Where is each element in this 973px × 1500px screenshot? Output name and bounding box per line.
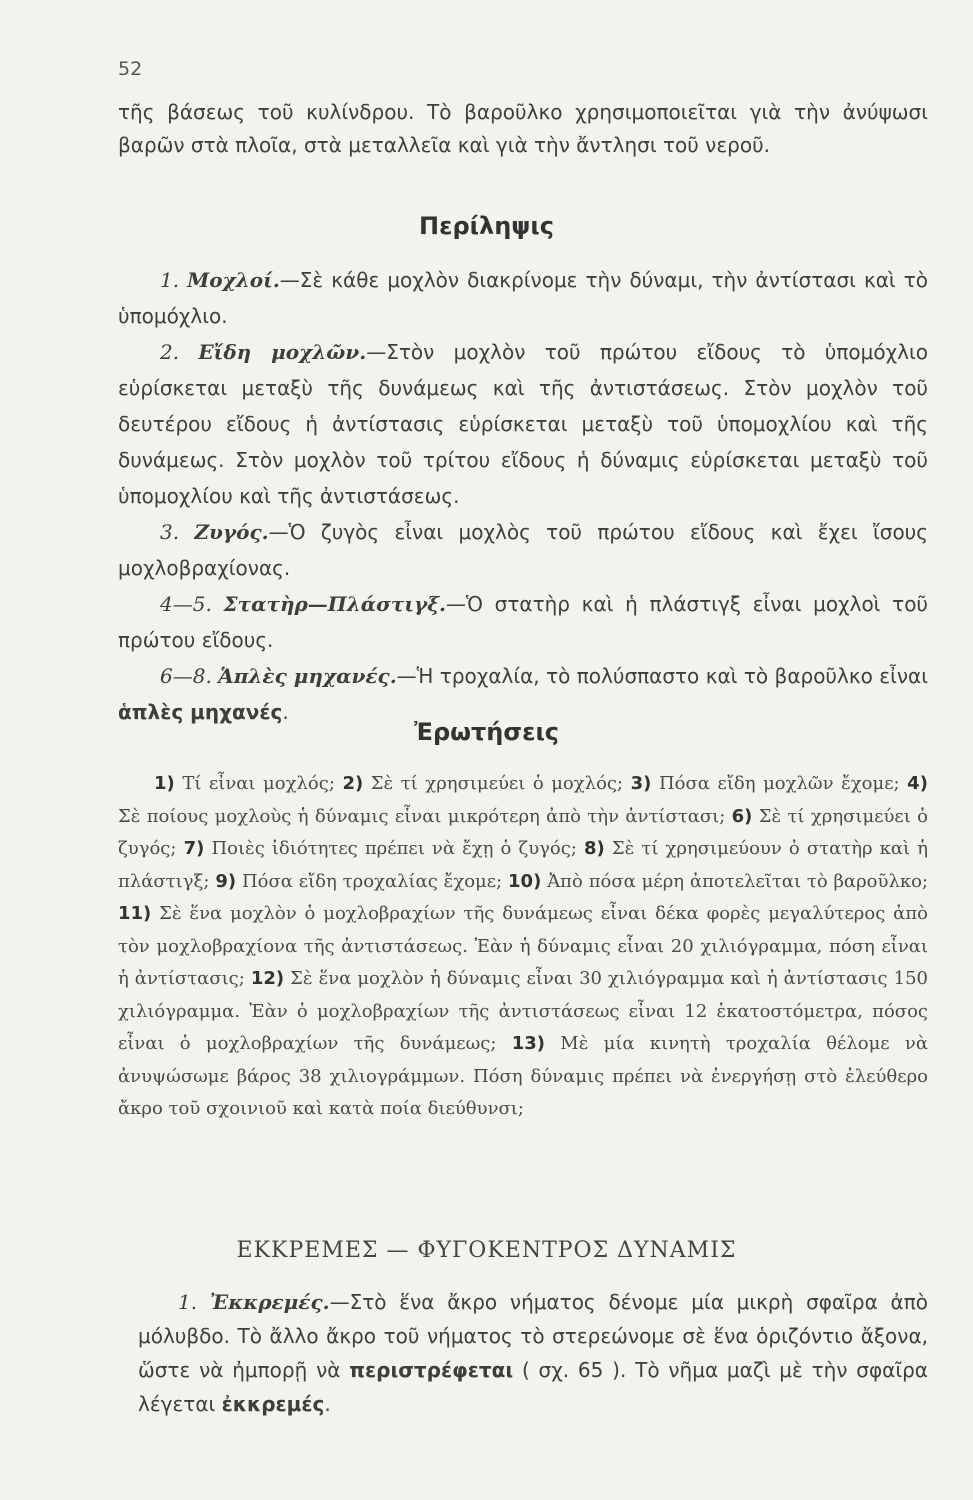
summary-list [118, 262, 928, 730]
summary-item: 1. Μοχλοί.—Σὲ κάθε μοχλὸν διακρίνομε τὴν δύναμι, τὴν ἀντίστασι καὶ τὸ ὑπομόχλιο. [118, 268, 929, 328]
intro-paragraph: τῆς βάσεως τοῦ κυλίνδρου. Τὸ βαροῦλκο χρησιμοποιεῖται γιὰ τὴν ἀνύψωσι βαρῶν στὰ πλοῖα, στὰ μεταλλεῖα καὶ γιὰ τὴν ἄντλησι τοῦ νεροῦ. [118, 100, 928, 157]
summary-heading: Περίληψις [419, 212, 554, 240]
questions-heading: Ἐρωτήσεις [413, 718, 560, 746]
page-number: 52 [118, 58, 143, 80]
questions-block [118, 768, 928, 1126]
chapter-section-term: Ἐκκρεμές. [209, 1290, 330, 1314]
chapter-paragraph: 1. Ἐκκρεμές.—Στὸ ἕνα ἄκρο νήματος δένομε μία μικρὴ σφαῖρα ἀπὸ μόλυβδο. Τὸ ἄλλο ἄκρο τοῦ νήματος τὸ στερεώνομε σὲ ἕνα ὁριζόντιο ἄξονα, ὥστε νὰ ἠμπορῇ νὰ περιστρέφεται ( σχ. 65 ). Τὸ νῆμα μαζὶ μὲ τὴν σφαῖρα λέγεται ἐκκρεμές. [138, 1290, 929, 1416]
summary-item: 4—5. Στατὴρ—Πλάστιγξ.—Ὁ στατὴρ καὶ ἡ πλάστιγξ εἶναι μοχλοὶ τοῦ πρώτου εἴδους. [118, 592, 928, 652]
summary-item: 2. Εἴδη μοχλῶν.—Στὸν μοχλὸν τοῦ πρώτου εἴδους τὸ ὑπομόχλιο εὑρίσκεται μεταξὺ τῆς δυνάμεως καὶ τῆς ἀντιστάσεως. Στὸν μοχλὸν τοῦ δευτέρου εἴδους ἡ ἀντίστασις εὑρίσκεται μεταξὺ τοῦ ὑπομοχλίου καὶ τῆς δυνάμεως. Στὸν μοχλὸν τοῦ τρίτου εἴδους ἡ δύναμις εὑρίσκεται μεταξὺ τοῦ ὑπομοχλίου καὶ τῆς ἀντιστάσεως. [118, 340, 929, 508]
chapter-title: ΕΚΚΡΕΜΕΣ — ΦΥΓΟΚΕΝΤΡΟΣ ΔΥΝΑΜΙΣ [236, 1238, 737, 1263]
questions-paragraph: 1) Τί εἶναι μοχλός; 2) Σὲ τί χρησιμεύει ὁ μοχλός; 3) Πόσα εἴδη μοχλῶν ἔχομε; 4) Σὲ ποίους μοχλοὺς ἡ δύναμις εἶναι μικρότερη ἀπὸ τὴν ἀντίστασι; 6) Σὲ τί χρησιμεύει ὁ ζυγός; 7) Ποιὲς ἰδιότητες πρέπει νὰ ἔχῃ ὁ ζυγός; 8) Σὲ τί χρησιμεύουν ὁ στατὴρ καὶ ἡ πλάστιγξ; 9) Πόσα εἴδη τροχαλίας ἔχομε; 10) Ἀπὸ πόσα μέρη ἀποτελεῖται τὸ βαροῦλκο; 11) Σὲ ἕνα μοχλὸν ὁ μοχλοβραχίων τῆς δυνάμεως εἶναι δέκα φορὲς μεγαλύτερος ἀπὸ τὸν μοχλοβραχίονα τῆς ἀντιστάσεως. Ἐὰν ἡ δύναμις εἶναι 20 χιλιόγραμμα, πόση εἶναι ἡ ἀντίστασις; 12) Σὲ ἕνα μοχλὸν ἡ δύναμις εἶναι 30 χιλιόγραμμα καὶ ἡ ἀντίστασις 150 χιλιόγραμμα. Ἐὰν ὁ μοχλοβραχίων τῆς ἀντιστάσεως εἶναι 12 ἑκατοστόμετρα, πόσος εἶναι ὁ μοχλοβραχίων τῆς δυνάμεως; 13) Μὲ μία κινητὴ τροχαλία θέλομε νὰ ἀνυψώσωμε βάρος 38 χιλιογράμμων. Πόση δύναμις πρέπει νὰ ἐνεργήσῃ στὸ ἐλεύθερο ἄκρο τοῦ σχοινιοῦ καὶ κατὰ ποία διεύθυνσι; [118, 773, 929, 1119]
chapter-section-number: 1. [178, 1290, 198, 1314]
summary-item: 6—8. Ἁπλὲς μηχανές.—Ἡ τροχαλία, τὸ πολύσπαστο καὶ τὸ βαροῦλκο εἶναι ἁπλὲς μηχανές. [118, 664, 928, 724]
summary-item: 3. Ζυγός.—Ὁ ζυγὸς εἶναι μοχλὸς τοῦ πρώτου εἴδους καὶ ἔχει ἴσους μοχλοβραχίονας. [118, 520, 928, 580]
